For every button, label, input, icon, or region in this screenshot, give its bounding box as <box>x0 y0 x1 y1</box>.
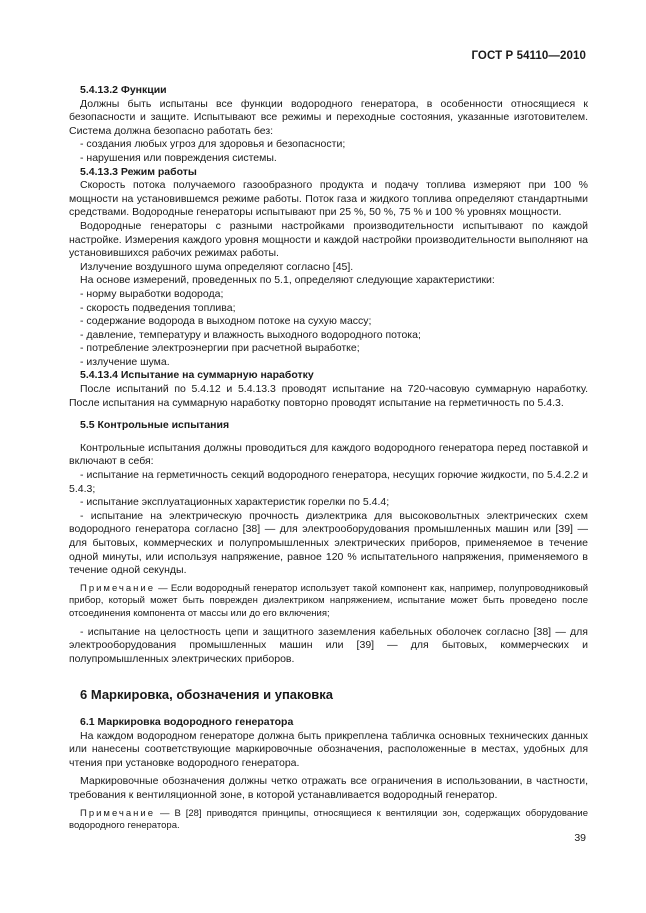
list-item: - содержание водорода в выходном потоке на сухую массу; <box>80 315 372 328</box>
note-text: — Если водородный генератор использует такой компонент как, например, полупроводниковый прибор, который может быть поврежден диэлектриком напряжением, испытание может быть проведено после отсоединения компонента от массы или до его включения; <box>69 582 588 619</box>
chapter-title: 6 Маркировка, обозначения и упаковка <box>80 687 334 703</box>
list-item: - испытание на электрическую прочность диэлектрика для высоковольтных электрических схем водородного генератора согласно [38] — для электрооборудования промышленных машин или [39] — для бытовых, коммерческих и полупромышленных электрических приборов, применяемое в течение одной минуты, или используя напряжение, равное 120 % испытательного напряжения, применяемого в течение одной секунды. <box>69 509 588 577</box>
paragraph: Скорость потока получаемого газообразного продукта и подачу топлива измеряют при 100 % мощности на установившемся режиме работы. Поток газа и жидкого топлива определяют стандартными средствами. Водородные генераторы испытывают при 25 %, 50 %, 75 % и 100 % уровнях мощности. <box>69 179 588 219</box>
document-header: ГОСТ Р 54110—2010 <box>471 50 586 62</box>
list-item: - испытание на герметичность секций водородного генератора, несущих горючие жидкости, по 5.4.2.2 и 5.4.3; <box>69 469 588 495</box>
paragraph: На основе измерений, проведенных по 5.1, определяют следующие характеристики: <box>80 274 495 287</box>
list-item: - испытание на целостность цепи и защитного заземления кабельных оболочек согласно [38] — для электрооборудования промышленных машин или [39] — для бытовых, коммерческих и полупромышленных электрических приборов. <box>69 625 588 665</box>
paragraph: Излучение воздушного шума определяют согласно [45]. <box>80 260 354 273</box>
list-item: - норму выработки водорода; <box>80 287 224 300</box>
paragraph: На каждом водородном генераторе должна быть прикреплена табличка основных технических данных или нанесены соответствующие маркировочные обозначения, расположенные в местах, удобных для чтения при установке водородного генератора. <box>69 729 588 769</box>
note <box>69 583 588 621</box>
list-item: - испытание эксплуатационных характеристик горелки по 5.4.4; <box>80 496 390 509</box>
page-content <box>69 84 588 833</box>
note-label: Примечание <box>80 807 155 819</box>
section-title: 5.5 Контрольные испытания <box>80 419 230 432</box>
list-item: - излучение шума. <box>80 355 170 368</box>
list-item: - давление, температуру и влажность выходного водородного потока; <box>80 328 421 341</box>
note-text: — В [28] приводятся принципы, относящиеся к вентиляции зон, содержащих оборудование водородного генератора. <box>69 807 588 832</box>
paragraph: Маркировочные обозначения должны четко отражать все ограничения в использовании, в частности, требования к вентиляционной зоне, в которой устанавливается водородный генератор. <box>69 775 588 801</box>
paragraph: После испытаний по 5.4.12 и 5.4.13.3 проводят испытание на 720-часовую суммарную наработку. После испытания на суммарную наработку повторно проводят испытание на герметичность по 5.4.3. <box>69 383 588 409</box>
list-item: - скорость подведения топлива; <box>80 301 236 314</box>
paragraph-text: Должны быть испытаны все функции водородного генератора, в особенности относящиеся к безопасности и защите. Испытывают все режимы и переходные состояния, указанные изготовителем. Система должна безопасно работать без: <box>69 97 588 137</box>
paragraph: Водородные генераторы с разными настройками производительности испытывают по каждой настройке. Измерения каждого уровня мощности и каждой настройки производительности выполняют на установившихся рабочих режимах работы. <box>69 219 588 260</box>
note-label: Примечание <box>80 582 155 594</box>
section-title: 5.4.13.2 Функции <box>80 84 167 96</box>
section-title: 6.1 Маркировка водородного генератора <box>80 715 294 728</box>
section-title: 5.4.13.3 Режим работы <box>80 165 197 178</box>
list-item: - нарушения или повреждения системы. <box>80 151 277 164</box>
paragraph <box>69 98 588 139</box>
page-number: 39 <box>574 832 586 844</box>
paragraph: Контрольные испытания должны проводиться для каждого водородного генератора перед поставкой и включают в себя: <box>69 441 588 468</box>
section-title: 5.4.13.4 Испытание на суммарную наработку <box>80 369 314 382</box>
list-item: - создания любых угроз для здоровья и безопасности; <box>80 138 346 151</box>
list-item: - потребление электроэнергии при расчетной выработке; <box>80 342 360 355</box>
note <box>69 808 588 833</box>
